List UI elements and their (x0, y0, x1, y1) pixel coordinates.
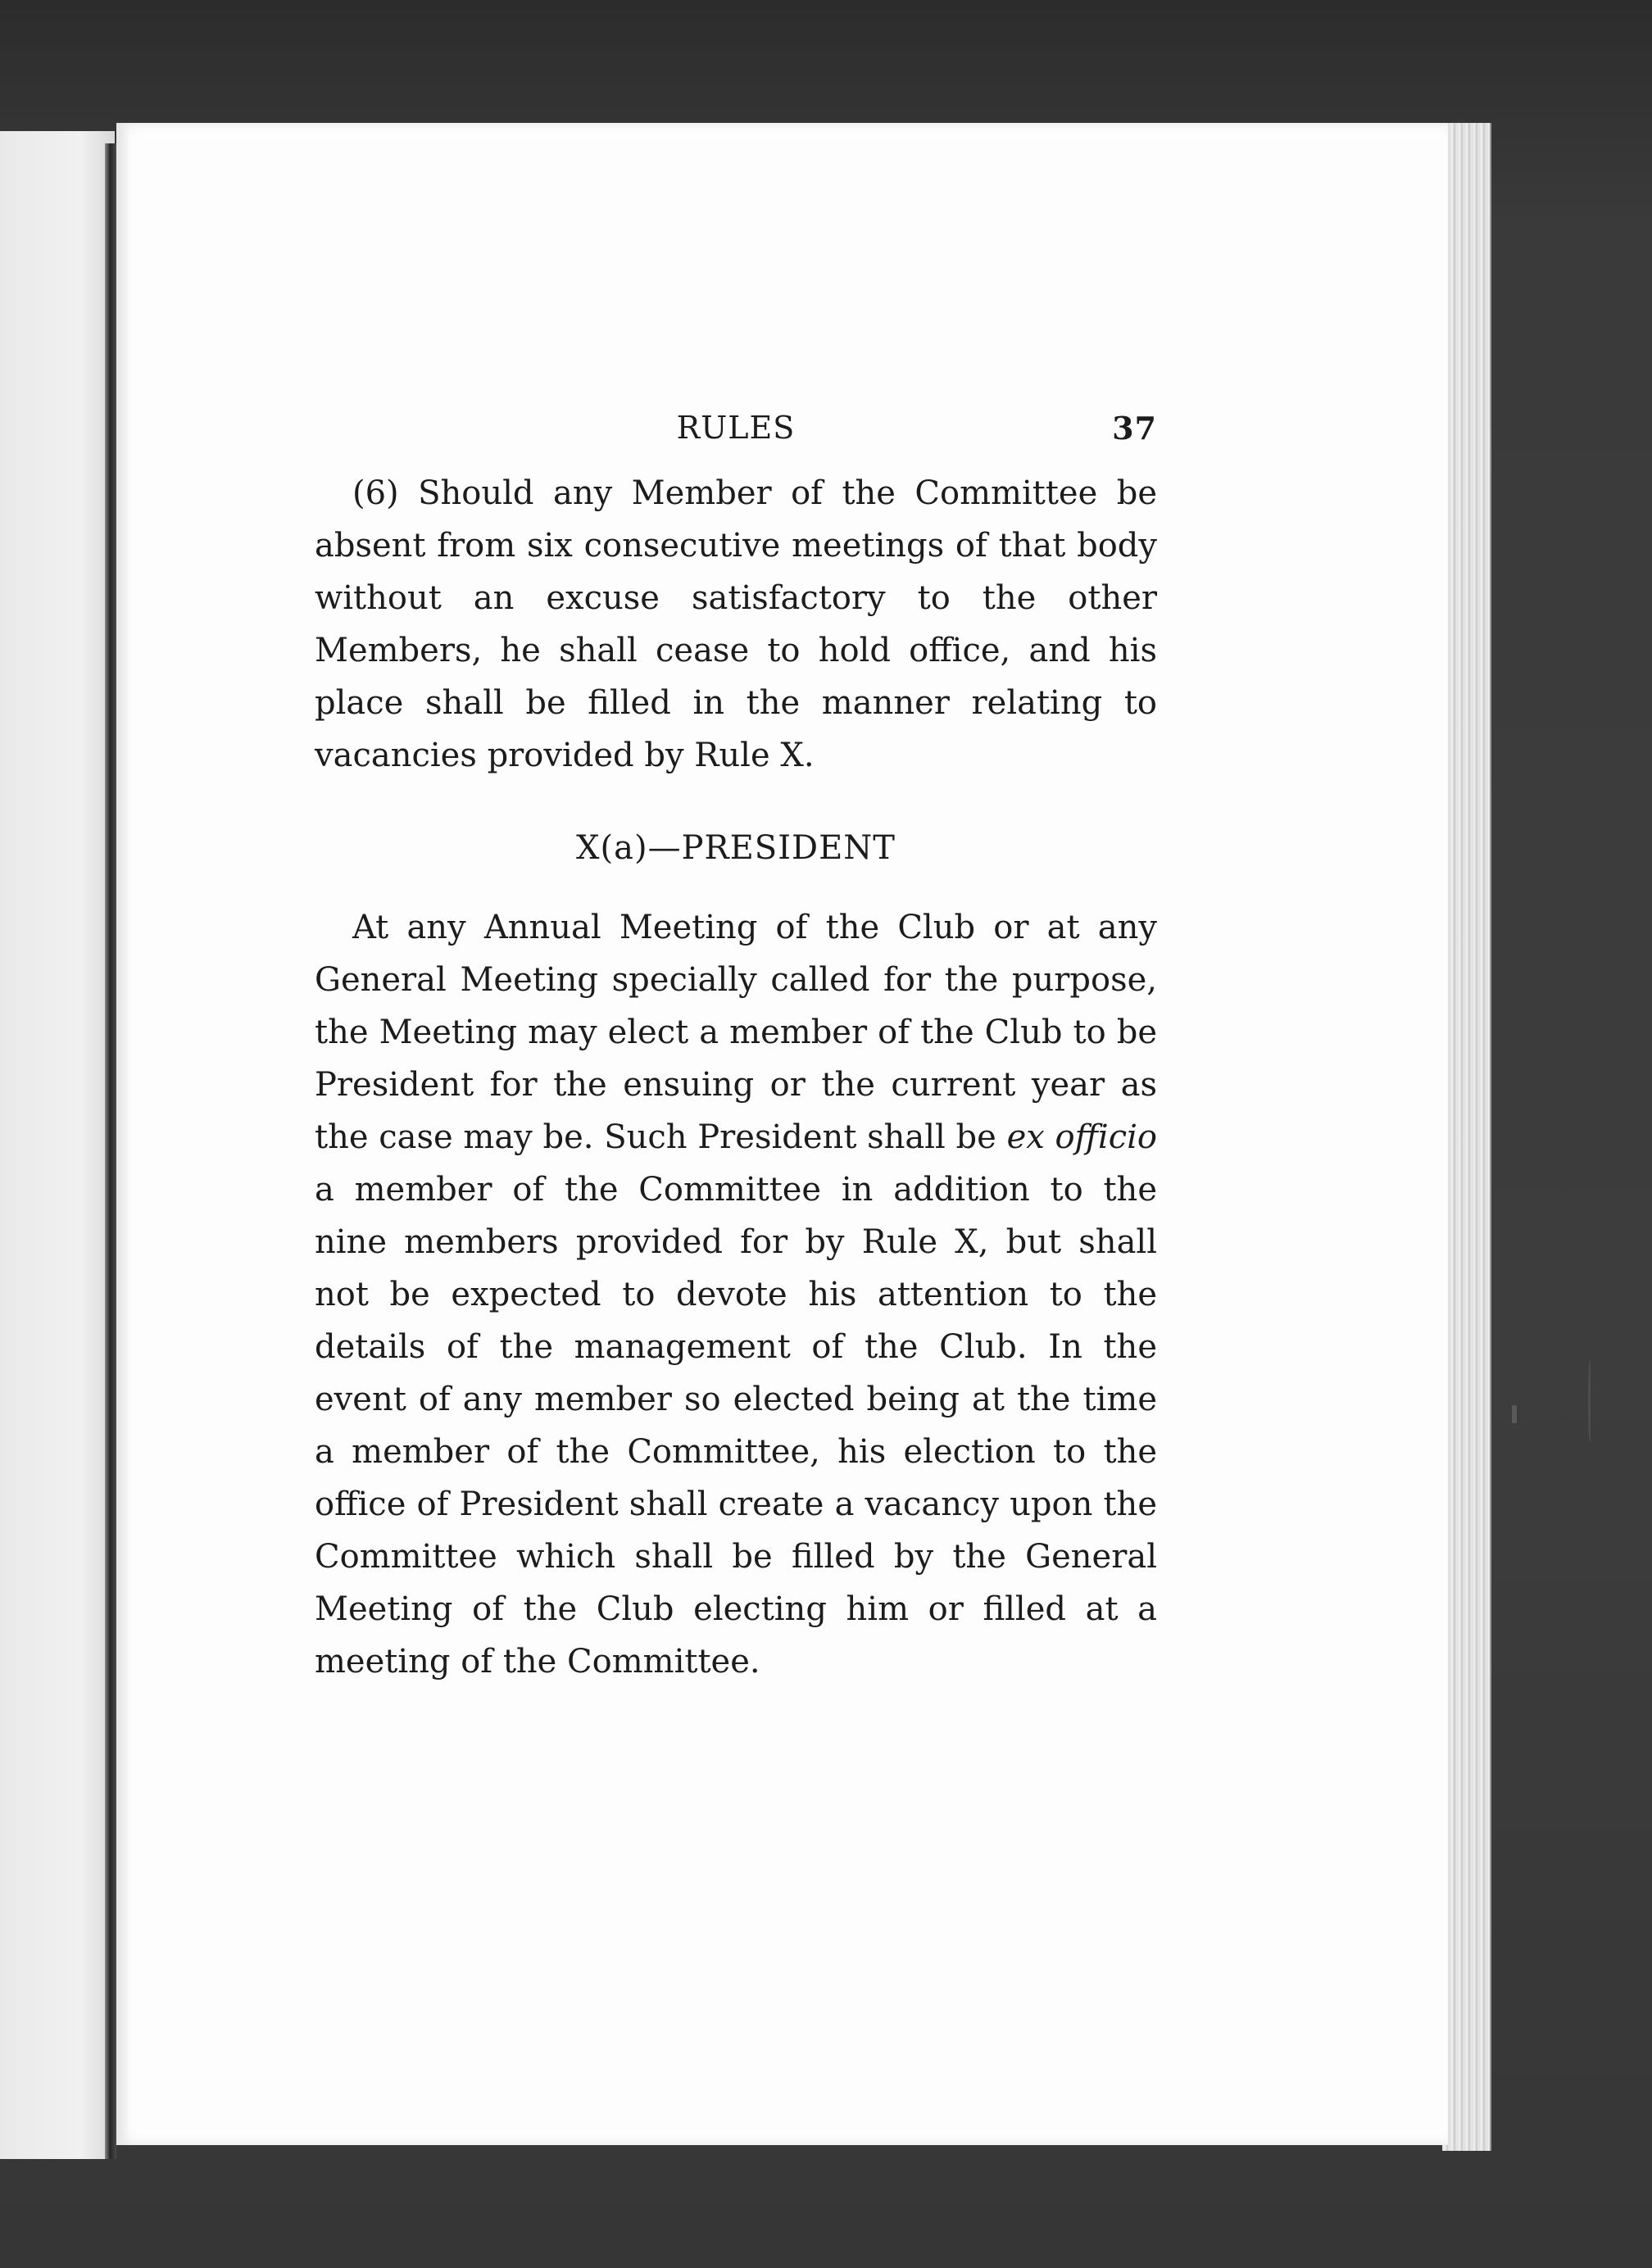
scan-mark (1588, 1360, 1594, 1442)
section-heading: X(a)—PRESIDENT (576, 829, 896, 867)
page-edges (1442, 123, 1491, 2151)
running-head (315, 410, 1157, 467)
book-page (116, 123, 1448, 2145)
paragraph-rule-6: (6) Should any Member of the Committee be absent from six consecutive meetings of that body without an excuse satisfactory to the other Members, he shall cease to hold office, and his place shall be filled in the manner relating to vacancies provided by Rule X. (315, 474, 1157, 774)
left-page-edge (0, 131, 115, 2159)
ex-officio-italic: ex officio (1006, 1118, 1158, 1156)
paragraph-president-text-b: a member of the Committee in addition to the nine members provided for by Rule X, but shall not be expected to devote his attention to the details of the management of the Club. In the event of any member so elected being at the time a member of the Committee, his election to the office of President shall create a vacancy upon the Committee which shall be filled by the General Meeting of the Club electing him or filled at a meeting of the Committee. (315, 1171, 1157, 1681)
book-gutter (105, 143, 116, 2159)
paragraph-president (315, 901, 1157, 1688)
page-content (315, 410, 1157, 1688)
paragraph-president-text-a: At any Annual Meeting of the Club or at any General Meeting specially called for the purpose, the Meeting may elect a member of the Club to be President for the ensuing or the current year as the case may be. Such President shall be (315, 909, 1157, 1156)
page-number: 37 (1112, 410, 1157, 447)
running-head-title: RULES (676, 410, 796, 446)
scan-mark (1512, 1405, 1517, 1423)
